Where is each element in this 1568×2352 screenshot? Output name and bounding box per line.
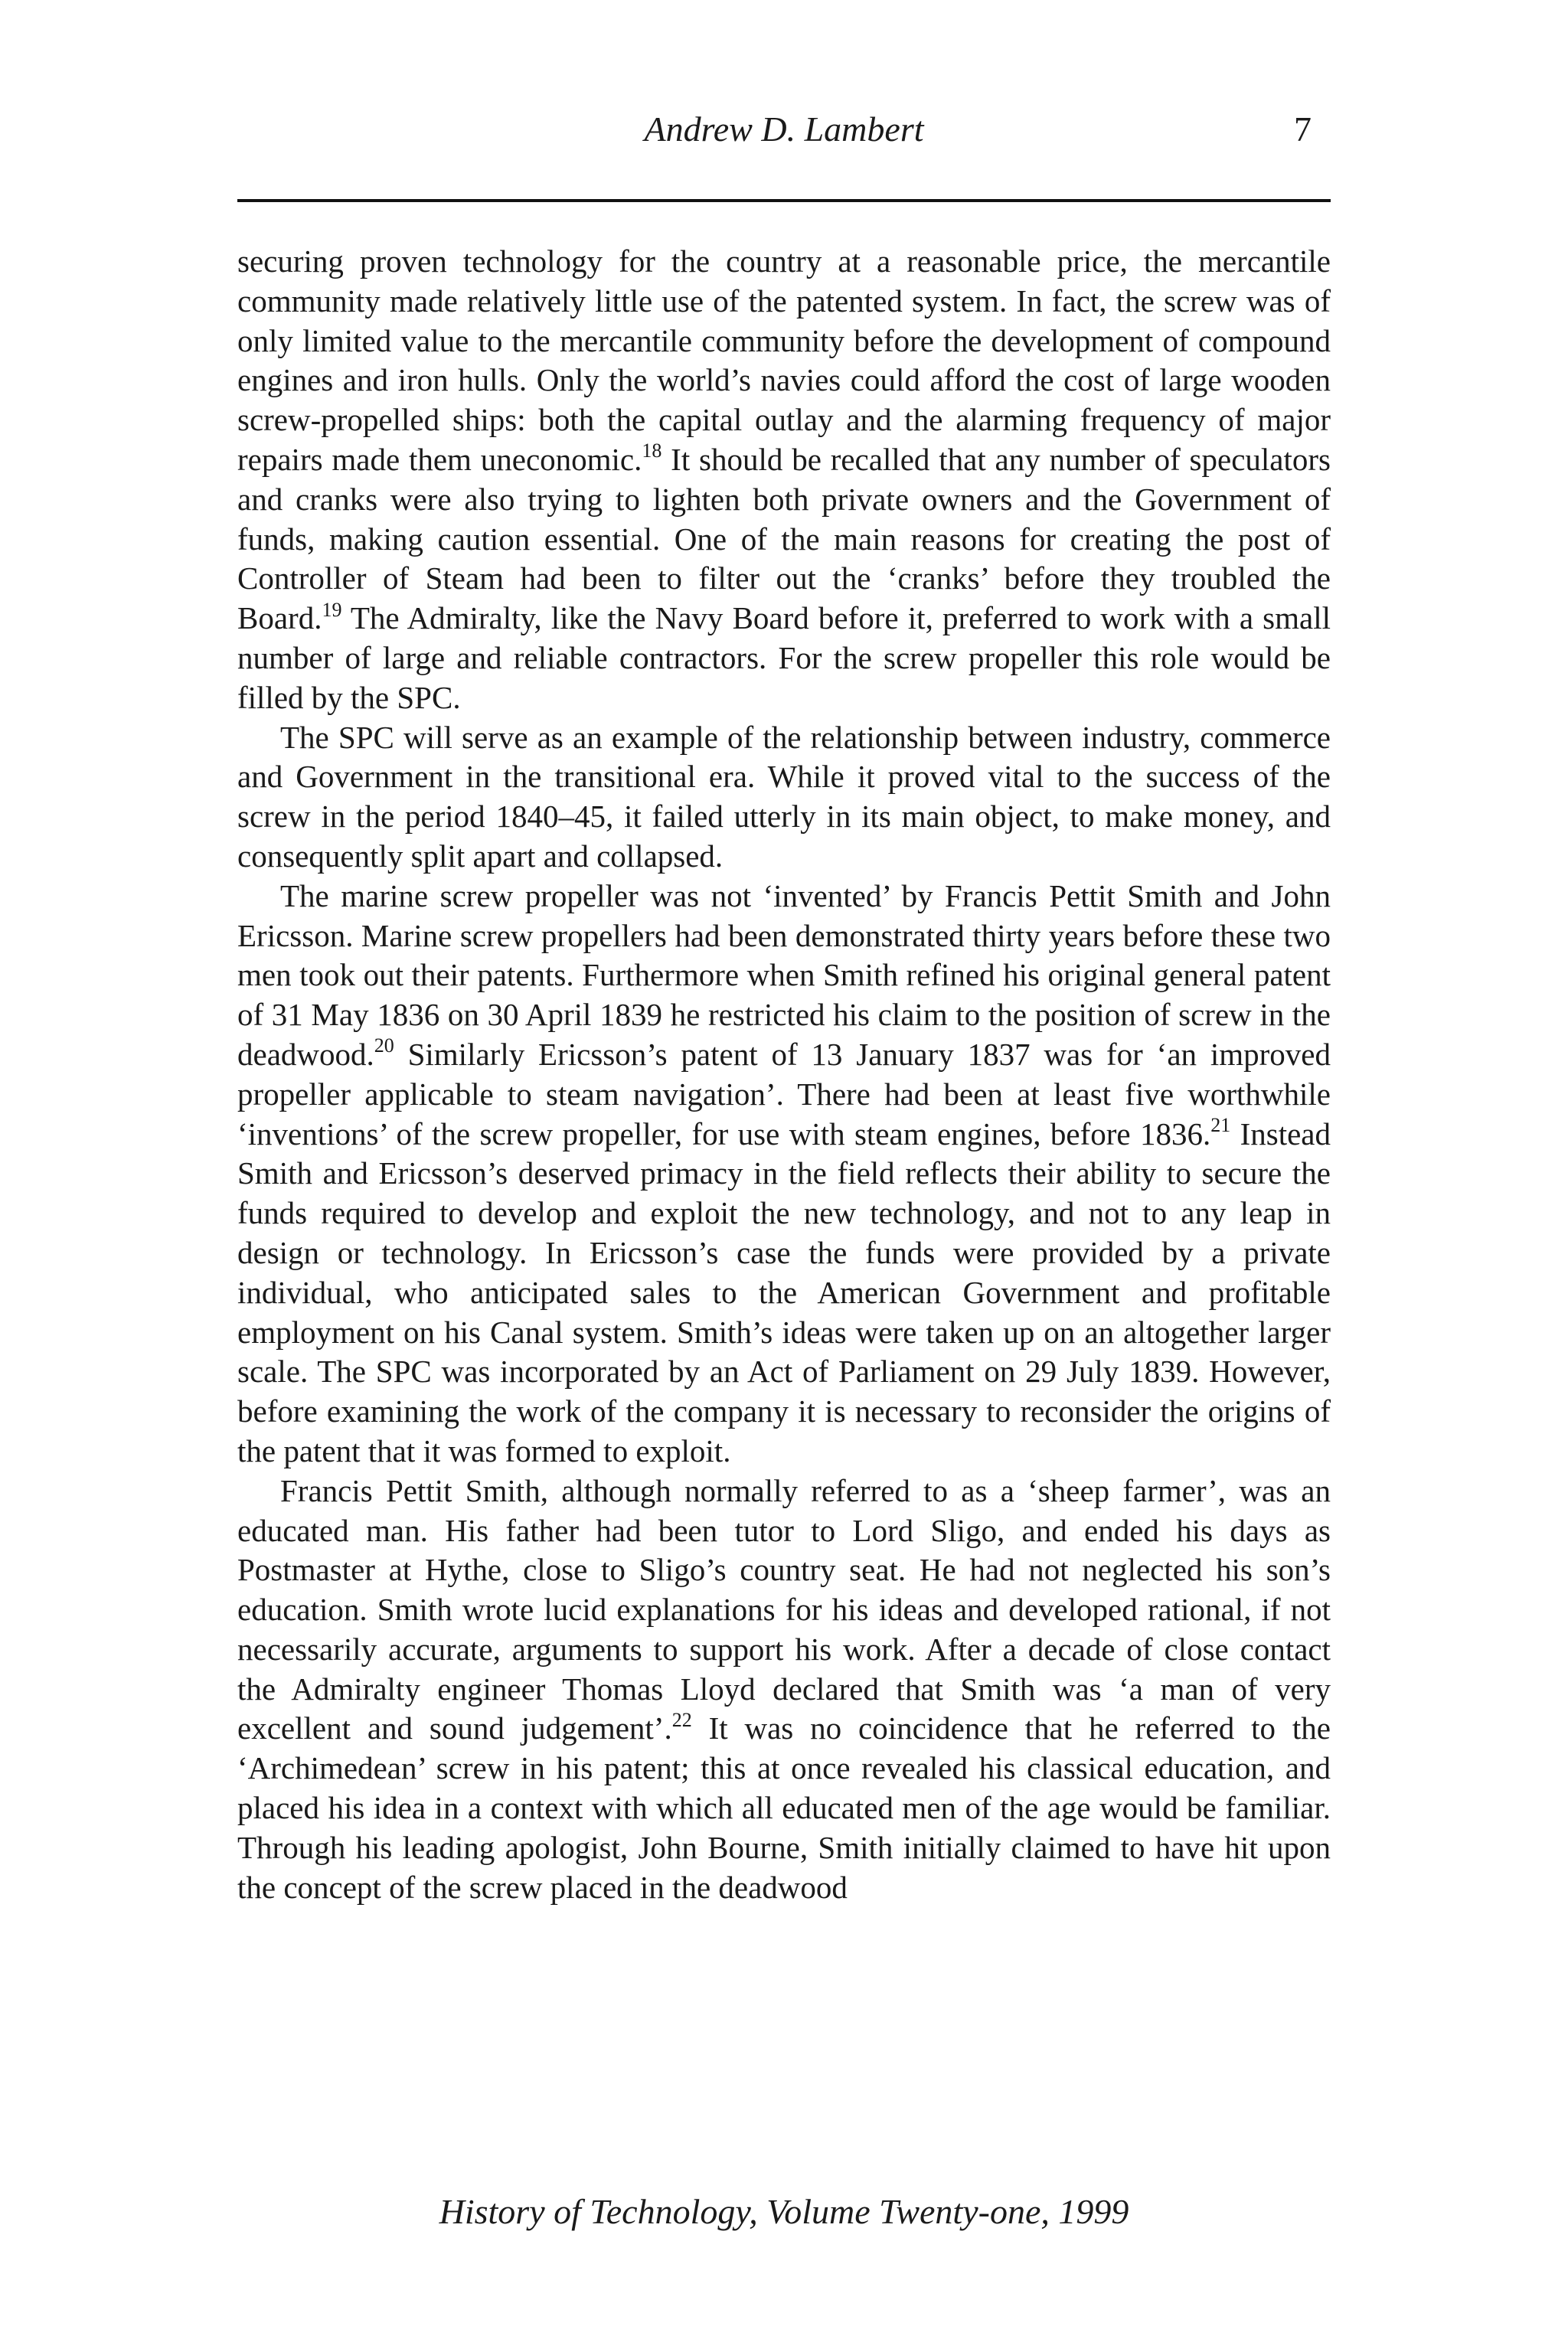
article-body bbox=[237, 242, 1331, 1907]
page-number: 7 bbox=[1294, 109, 1312, 149]
paragraph bbox=[237, 1472, 1331, 1908]
running-head bbox=[0, 109, 1568, 155]
paragraph bbox=[237, 877, 1331, 1472]
paragraph-text: It was no coincidence that he referred to the ‘Archimedean’ screw in his patent; this at once revealed his classical education, and placed his idea in a context with which all educated men of the age would be familiar. Through his leading apologist, John Bourne, Smith initially claimed to have hit upon the concept of the screw placed in the deadwood bbox=[237, 1710, 1331, 1905]
paragraph-text: Francis Pettit Smith, although normally referred to as a ‘sheep farmer’, was an educated man. His father had been tutor to Lord Sligo, and ended his days as Postmaster at Hythe, close to Sligo’s country seat. He had not neglected his son’s education. Smith wrote lucid explanations for his ideas and developed rational, if not necessarily accurate, arguments to support his work. After a decade of close contact the Admiralty engineer Thomas Lloyd declared that Smith was ‘a man of very excellent and sound judgement’. bbox=[237, 1472, 1331, 1746]
paragraph bbox=[237, 242, 1331, 718]
header-rule bbox=[237, 199, 1331, 202]
journal-footer: History of Technology, Volume Twenty-one, 1999 bbox=[439, 2192, 1129, 2231]
paragraph bbox=[237, 718, 1331, 877]
paragraph-text: securing proven technology for the country at a reasonable price, the mercantile community made relatively little use of the patented system. In fact, the screw was of only limited value to the mercantile community before the development of compound engines and iron hulls. Only the world’s navies could afford the cost of large wooden screw-propelled ships: both the capital outlay and the alarming frequency of major repairs made them uneconomic. bbox=[237, 243, 1331, 477]
footnote-reference: 21 bbox=[1210, 1113, 1231, 1136]
paragraph-text: The marine screw propeller was not ‘invented’ by Francis Pettit Smith and John Ericsson. Marine screw propellers had been demonstrated thirty years before these two men took out their patents. Furthermore when Smith refined his original general patent of 31 May 1836 on 30 April 1839 he restricted his claim to the position of screw in the deadwood. bbox=[237, 877, 1331, 1072]
paragraph-text: The SPC will serve as an example of the relationship between industry, commerce and Government in the transitional era. While it proved vital to the success of the screw in the period 1840–45, it failed utterly in its main object, to make money, and consequently split apart and collapsed. bbox=[237, 719, 1331, 874]
footnote-reference: 19 bbox=[322, 598, 342, 621]
footnote-reference: 18 bbox=[642, 439, 662, 462]
paragraph-text: The Admiralty, like the Navy Board before it, preferred to work with a small number of large and reliable contractors. For the screw propeller this role would be filled by the SPC. bbox=[237, 600, 1331, 715]
running-head-author: Andrew D. Lambert bbox=[644, 109, 924, 149]
footnote-reference: 20 bbox=[374, 1034, 394, 1057]
paragraph-text: Instead Smith and Ericsson’s deserved primacy in the field reflects their ability to secure the funds required to develop and exploit the new technology, and not to any leap in design or technology. In Ericsson’s case the funds were provided by a private individual, who anticipated sales to the American Government and profitable employment on his Canal system. Smith’s ideas were taken up on an altogether larger scale. The SPC was incorporated by an Act of Parliament on 29 July 1839. However, before examining the work of the company it is necessary to reconsider the origins of the patent that it was formed to exploit. bbox=[237, 1116, 1331, 1468]
paragraph-text: Similarly Ericsson’s patent of 13 January 1837 was for ‘an improved propeller applicable to steam navigation’. There had been at least five worthwhile ‘inventions’ of the screw propeller, for use with steam engines, before 1836. bbox=[237, 1036, 1331, 1152]
footnote-reference: 22 bbox=[671, 1708, 692, 1731]
paragraph-text: It should be recalled that any number of speculators and cranks were also trying to lighten both private owners and the Government of funds, making caution essential. One of the main reasons for creating the post of Controller of Steam had been to filter out the ‘cranks’ before they troubled the Board. bbox=[237, 441, 1331, 636]
